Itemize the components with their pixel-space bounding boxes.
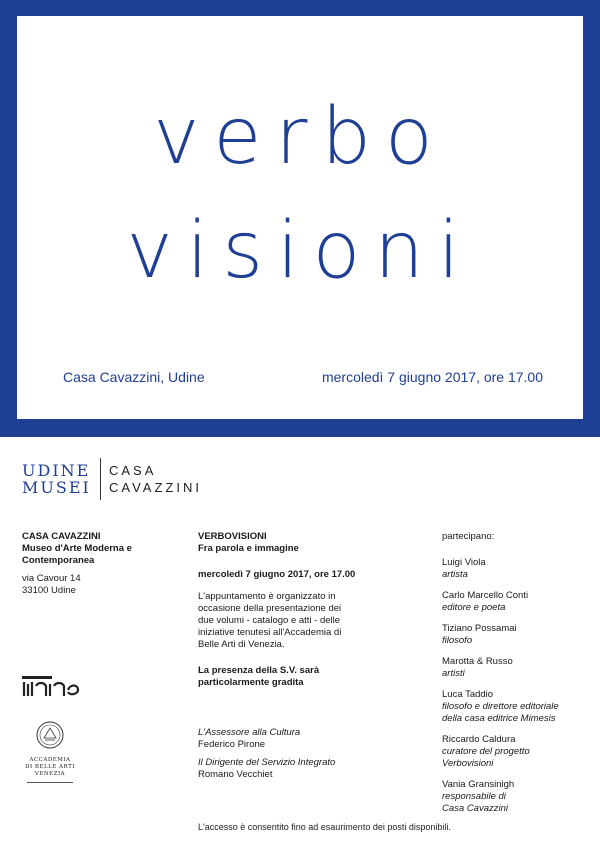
venue-address-line2: 33100 Udine xyxy=(22,585,76,596)
invite-line2: particolarmente gradita xyxy=(198,677,304,688)
participant-name: Marotta & Russo xyxy=(442,656,513,667)
event-description-line: L'appuntamento è organizzato in xyxy=(198,591,336,602)
academy-line2: DI BELLE ARTI xyxy=(25,764,75,770)
venue-address-line1: via Cavour 14 xyxy=(22,573,81,584)
udine-musei-line1: UDINE xyxy=(22,461,91,480)
udine-musei-logo xyxy=(22,462,92,496)
academy-crest-icon xyxy=(35,720,65,750)
participant-role: responsabile di xyxy=(442,791,506,802)
logo-verbo: verbo xyxy=(153,92,447,182)
event-title: VERBOVISIONI xyxy=(198,531,267,542)
event-description-line: iniziative tenutesi all'Accademia di xyxy=(198,627,342,638)
casa-cavazzini-logo xyxy=(109,462,202,496)
participant xyxy=(442,623,592,647)
event-description-line: occasione della presentazione dei xyxy=(198,603,342,614)
banner-place: Casa Cavazzini, Udine xyxy=(63,369,205,385)
venue-name: CASA CAVAZZINI xyxy=(22,531,101,542)
participant-role: artista xyxy=(442,569,468,580)
participant-role: curatore del progetto xyxy=(442,746,530,757)
participant-role: Casa Cavazzini xyxy=(442,803,508,814)
event-description-line: Belle Arti di Venezia. xyxy=(198,639,285,650)
venue-column xyxy=(22,531,172,597)
participant xyxy=(442,734,592,770)
casa-line1: CASA xyxy=(109,463,157,478)
hero-panel xyxy=(17,16,583,419)
participants-heading: partecipano: xyxy=(442,531,495,542)
participant-name: Luca Taddio xyxy=(442,689,494,700)
academy-line1: ACCADEMIA xyxy=(29,757,71,763)
event-column xyxy=(198,531,388,781)
participant xyxy=(442,557,592,581)
casa-line2: CAVAZZINI xyxy=(109,480,202,495)
ritorne-logo xyxy=(22,676,82,700)
academy-logo xyxy=(22,720,78,783)
venue-subtitle-line1: Museo d'Arte Moderna e xyxy=(22,543,132,554)
participant-role: della casa editrice Mimesis xyxy=(442,713,556,724)
academy-divider xyxy=(27,782,73,783)
participant-role: editore e poeta xyxy=(442,602,506,613)
participant xyxy=(442,779,592,815)
participants-column xyxy=(442,531,592,824)
assessor-name: Federico Pirone xyxy=(198,739,266,750)
participant-name: Carlo Marcello Conti xyxy=(442,590,529,601)
invite-line1: La presenza della S.V. sarà xyxy=(198,665,320,676)
udine-musei-line2: MUSEI xyxy=(22,478,91,497)
participant-name: Luigi Viola xyxy=(442,557,486,568)
director-name: Romano Vecchiet xyxy=(198,769,273,780)
participant-name: Tiziano Possamai xyxy=(442,623,517,634)
participant-role: artisti xyxy=(442,668,465,679)
director-role: Il Dirigente del Servizio Integrato xyxy=(198,757,336,768)
brand-header xyxy=(22,458,202,500)
participant-name: Vania Gransinigh xyxy=(442,779,515,790)
logo-visioni: visioni xyxy=(126,206,474,296)
participant-role: filosofo xyxy=(442,635,473,646)
academy-line3: VENEZIA xyxy=(34,771,66,777)
event-datetime: mercoledì 7 giugno 2017, ore 17.00 xyxy=(198,569,356,580)
participant xyxy=(442,590,592,614)
participant-name: Riccardo Caldura xyxy=(442,734,516,745)
event-subtitle: Fra parola e immagine xyxy=(198,543,299,554)
participant-role: Verbovisioni xyxy=(442,758,494,769)
participant-role: filosofo e direttore editoriale xyxy=(442,701,559,712)
event-description-line: due volumi - catalogo e atti - delle xyxy=(198,615,341,626)
participant xyxy=(442,689,592,725)
access-note: L'accesso è consentito fino ad esaurimento dei posti disponibili. xyxy=(198,822,451,832)
venue-subtitle-line2: Contemporanea xyxy=(22,555,95,566)
assessor-role: L'Assessore alla Cultura xyxy=(198,727,301,738)
brand-divider xyxy=(100,458,101,500)
banner-date: mercoledì 7 giugno 2017, ore 17.00 xyxy=(321,369,543,385)
participant xyxy=(442,656,592,680)
